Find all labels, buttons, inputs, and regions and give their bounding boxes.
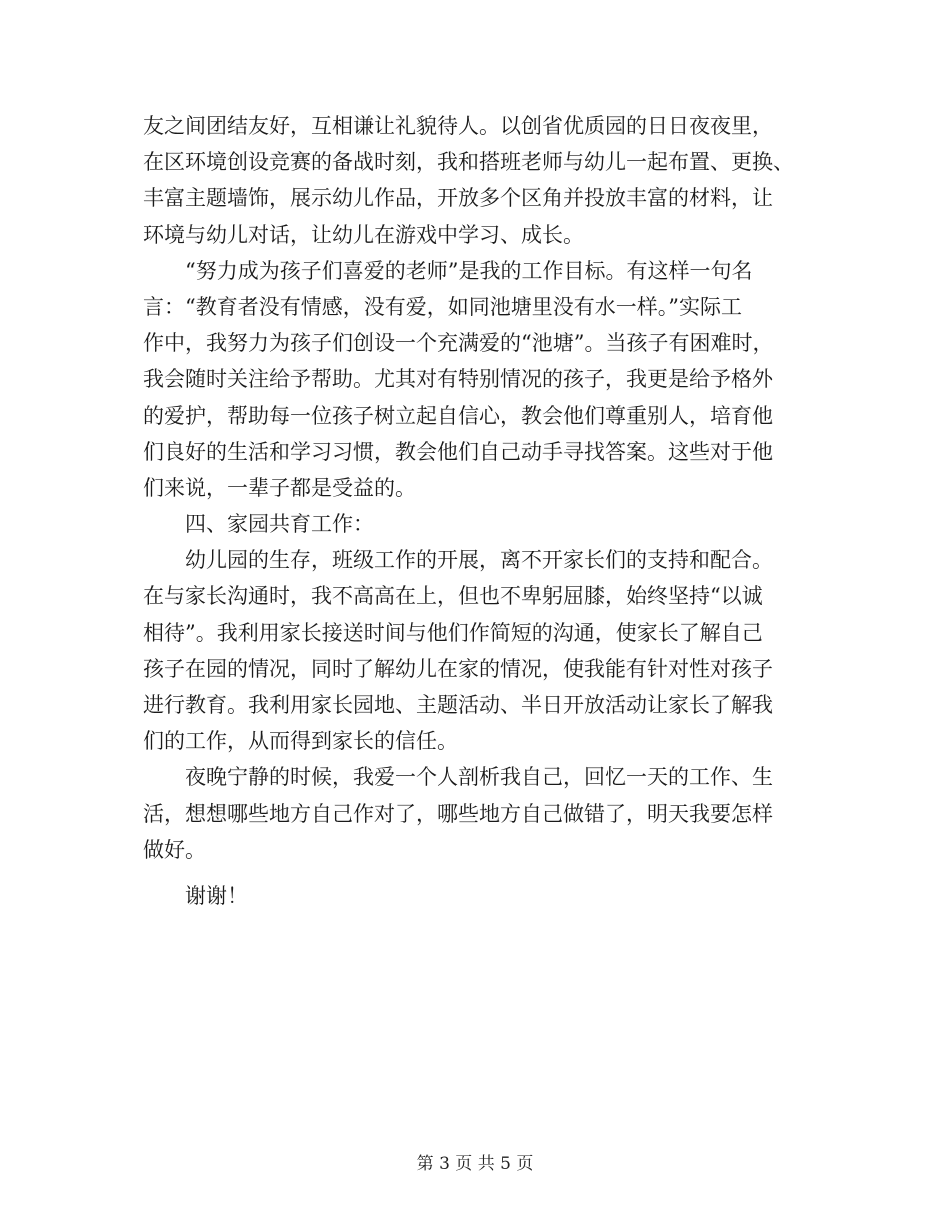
text-line: 做好。 [143, 837, 206, 862]
text-line: 友之间团结友好，互相谦让礼貌待人。以创省优质园的日日夜夜里， [143, 114, 773, 138]
document-body [143, 108, 823, 914]
text-line: 们来说，一辈子都是受益的。 [143, 475, 416, 500]
text-line: 相待”。我利用家长接送时间与他们作简短的沟通，使家长了解自己 [143, 620, 763, 645]
text-line: 孩子在园的情况，同时了解幼儿在家的情况，使我能有针对性对孩子 [143, 656, 773, 681]
text-line: 四、家园共育工作： [185, 512, 374, 537]
text-line: 丰富主题墙饰，展示幼儿作品，开放多个区角并投放丰富的材料，让 [143, 186, 773, 211]
paragraph [143, 108, 823, 253]
paragraph [143, 253, 823, 506]
closing [143, 878, 823, 914]
text-line: 幼儿园的生存，班级工作的开展，离不开家长们的支持和配合。 [185, 548, 773, 573]
text-line: 夜晚宁静的时候，我爱一个人剖析我自己，回忆一天的工作、生 [185, 765, 773, 790]
text-line: 在区环境创设竞赛的备战时刻，我和搭班老师与幼儿一起布置、更换、 [143, 150, 794, 175]
paragraph [143, 542, 823, 759]
text-line: 环境与幼儿对话，让幼儿在游戏中学习、成长。 [143, 222, 584, 247]
text-line: 进行教育。我利用家长园地、主题活动、半日开放活动让家长了解我 [143, 693, 773, 717]
text-line: 在与家长沟通时，我不高高在上，但也不卑躬屈膝，始终坚持“以诚 [143, 584, 763, 609]
text-line: 活，想想哪些地方自己作对了，哪些地方自己做错了，明天我要怎样 [143, 801, 773, 826]
text-line: 谢谢！ [185, 883, 248, 908]
text-line: 作中，我努力为孩子们创设一个充满爱的“池塘”。当孩子有困难时， [143, 331, 774, 356]
text-line: 们的工作，从而得到家长的信任。 [143, 729, 458, 754]
text-line: 的爱护，帮助每一位孩子树立起自信心，教会他们尊重别人，培育他 [143, 403, 773, 428]
text-line: 我会随时关注给予帮助。尤其对有特别情况的孩子，我更是给予格外 [143, 367, 773, 392]
text-line: “努力成为孩子们喜爱的老师”是我的工作目标。有这样一句名 [185, 258, 753, 283]
text-line: 言：“教育者没有情感，没有爱，如同池塘里没有水一样。”实际工 [143, 294, 742, 319]
spacer [143, 868, 823, 878]
page-number: 第 3 页 共 5 页 [416, 1154, 534, 1174]
section-heading [143, 506, 823, 542]
text-line: 们良好的生活和学习习惯，教会他们自己动手寻找答案。这些对于他 [143, 439, 773, 464]
paragraph [143, 759, 823, 868]
